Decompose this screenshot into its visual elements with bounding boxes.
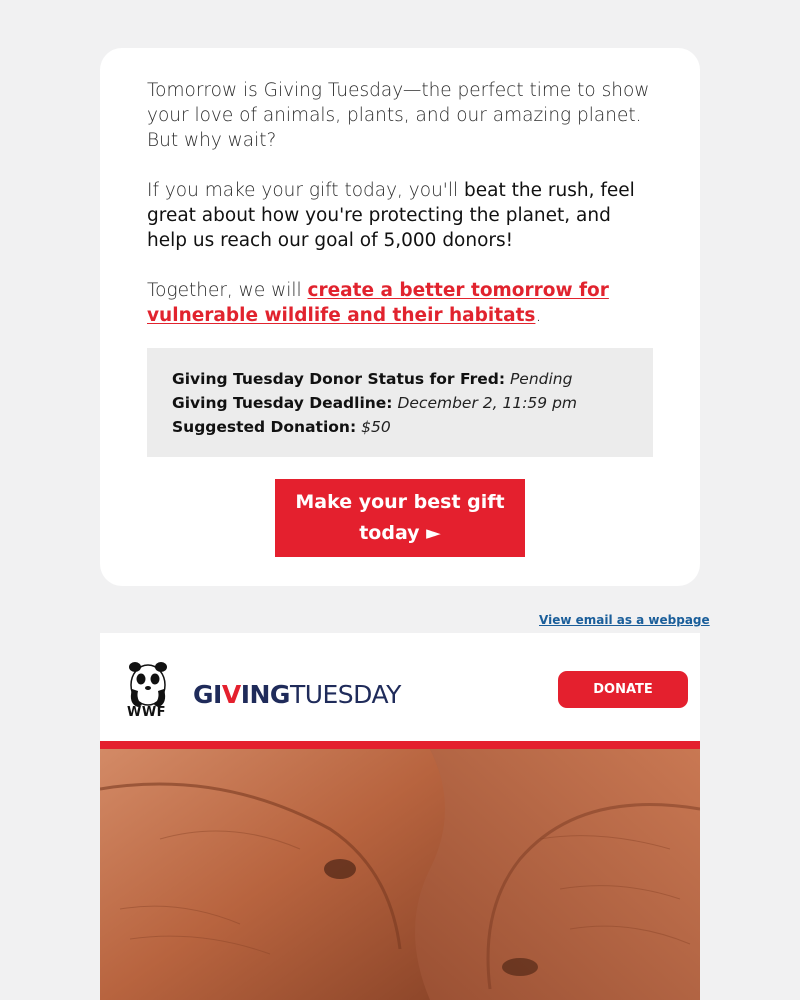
gift-highlight: beat the rush, feel great about how you're protecting the planet, and help us reach our goal of 5,000 donors! — [147, 180, 635, 251]
giving-tuesday-logo — [193, 680, 401, 709]
donor-status-label: Giving Tuesday Donor Status for Fred: — [172, 370, 506, 388]
best-gift-button[interactable]: Make your best gift today ► — [275, 479, 525, 557]
donate-button[interactable]: DONATE — [558, 671, 688, 708]
elephants-photo — [100, 749, 700, 1000]
together-end: . — [535, 305, 542, 326]
gift-paragraph — [147, 178, 653, 253]
together-paragraph — [147, 278, 653, 328]
email-header — [100, 633, 700, 741]
gt-part-3: TUESDAY — [289, 680, 401, 709]
donor-status-row — [172, 367, 628, 391]
donor-status-box — [147, 348, 653, 457]
gt-heart: V — [221, 680, 241, 709]
elephants-image — [100, 749, 700, 1000]
message-card — [100, 48, 700, 586]
intro-paragraph — [147, 78, 653, 153]
gt-part-1: GI — [193, 680, 222, 709]
gift-text: If you make your gift today, you'll — [147, 180, 465, 201]
together-text: Together, we will — [147, 280, 308, 301]
deadline-row — [172, 391, 628, 415]
better-tomorrow-link[interactable]: create a better tomorrow for vulnerable wildlife and their habitats — [147, 280, 609, 326]
view-webpage-link[interactable]: View email as a webpage — [539, 613, 710, 627]
suggested-value: $50 — [361, 418, 391, 436]
deadline-value: December 2, 11:59 pm — [397, 394, 578, 412]
intro-text: Tomorrow is Giving Tuesday—the perfect time to show your love of animals, plants, and our amazing planet. But why wait? — [147, 80, 650, 151]
header-divider — [100, 741, 700, 749]
gt-part-2: ING — [240, 680, 290, 709]
deadline-label: Giving Tuesday Deadline: — [172, 394, 393, 412]
wwf-wordmark: WWF — [127, 705, 167, 720]
suggested-label: Suggested Donation: — [172, 418, 357, 436]
suggested-row — [172, 415, 628, 439]
donor-status-value: Pending — [509, 370, 573, 388]
message-body — [147, 78, 653, 353]
